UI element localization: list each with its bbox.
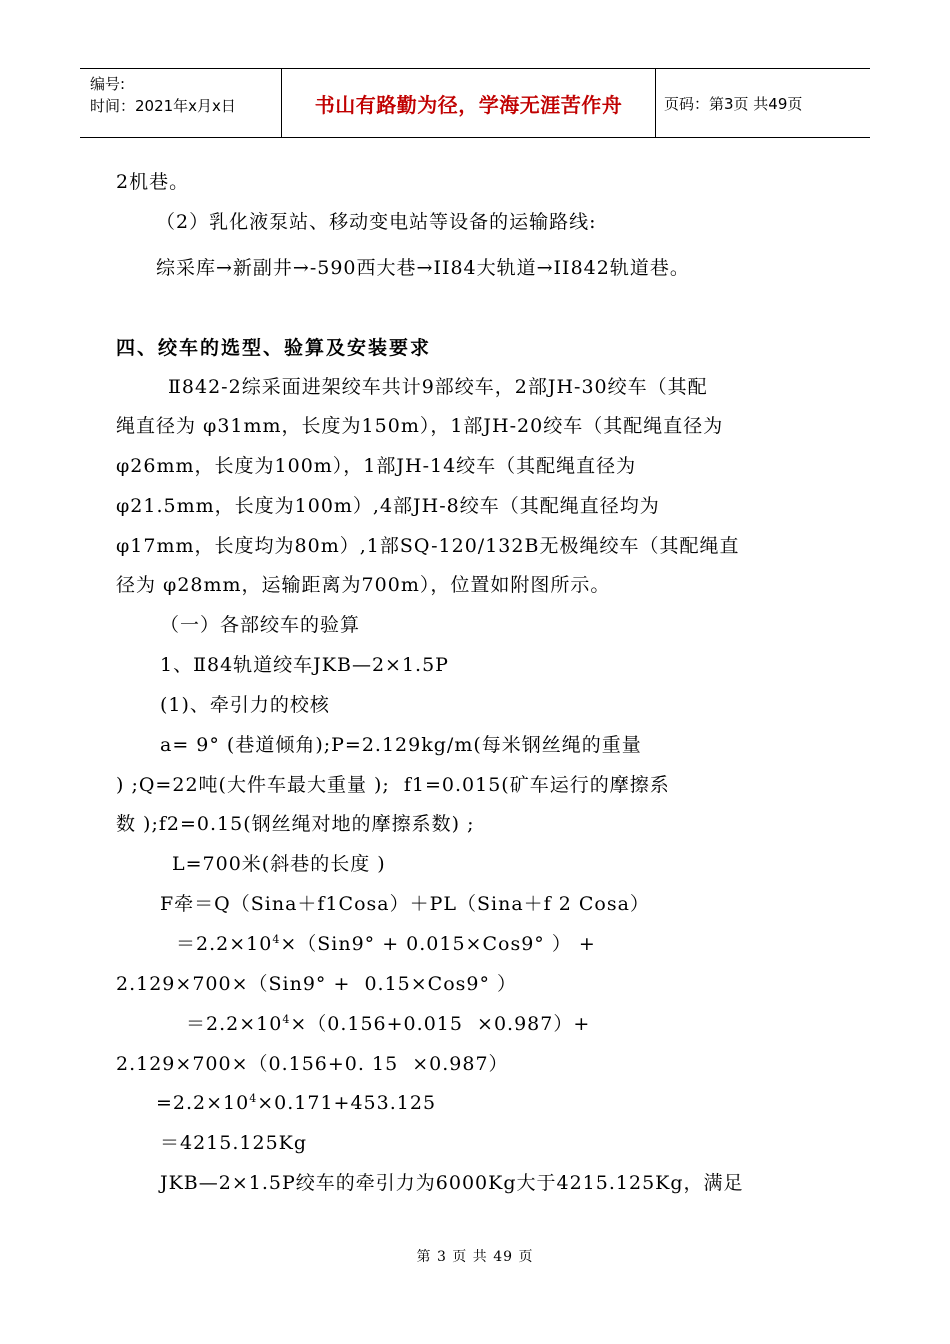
formula-line bbox=[156, 1091, 436, 1115]
formula-text: ×0.171+453.125 bbox=[257, 1092, 437, 1114]
text-line: 1、Ⅱ84轨道绞车JKB—2×1.5P bbox=[160, 654, 449, 676]
formula-text: ＝2.2×10 bbox=[186, 1013, 283, 1035]
text-line: （2）乳化液泵站、移动变电站等设备的运输路线: bbox=[156, 211, 597, 233]
formula-line bbox=[186, 1012, 590, 1036]
header-meta bbox=[80, 69, 282, 137]
document-date-label: 时间：2021年x月x日 bbox=[90, 97, 236, 115]
subsection-heading: （一）各部绞车的验算 bbox=[160, 614, 361, 636]
exponent: 4 bbox=[282, 1013, 291, 1026]
text-line: a= 9° (巷道倾角);P=2.129kg/m(每米钢丝绳的重量 bbox=[160, 734, 642, 756]
header-motto: 书山有路勤为径，学海无涯苦作舟 bbox=[282, 69, 656, 137]
formula-text: ×（Sin9° + 0.015×Cos9° ） + bbox=[280, 933, 596, 955]
text-line: (1)、牵引力的校核 bbox=[160, 694, 330, 716]
document-number-label: 编号: bbox=[90, 75, 126, 93]
text-line: Ⅱ842-2综采面进架绞车共计9部绞车，2部JH-30绞车（其配 bbox=[168, 376, 708, 398]
text-line: φ17mm，长度均为80m）,1部SQ-120/132B无极绳绞车（其配绳直 bbox=[116, 535, 740, 557]
header-page-number: 页码：第3页 共49页 bbox=[664, 94, 803, 113]
section-heading: 四、绞车的选型、验算及安装要求 bbox=[116, 337, 432, 359]
text-line: 2机巷。 bbox=[116, 171, 190, 193]
formula-text: ×（0.156+0.015 ×0.987）+ bbox=[290, 1013, 591, 1035]
formula-line: 2.129×700×（0.156+0. 15 ×0.987） bbox=[116, 1053, 509, 1075]
exponent: 4 bbox=[249, 1092, 258, 1105]
formula-result: ＝4215.125Kg bbox=[160, 1132, 308, 1154]
formula-line bbox=[176, 932, 596, 956]
text-line: 数 );f2=0.15(钢丝绳对地的摩擦系数) ; bbox=[116, 813, 475, 835]
formula-text: =2.2×10 bbox=[156, 1092, 250, 1114]
page-header bbox=[80, 68, 870, 138]
text-line: L=700米(斜巷的长度 ) bbox=[172, 853, 386, 875]
text-line: 径为 φ28mm，运输距离为700m），位置如附图所示。 bbox=[116, 574, 611, 596]
text-line: ) ;Q=22吨(大件车最大重量 ); f1=0.015(矿车运行的摩擦系 bbox=[116, 774, 670, 796]
text-line: φ21.5mm，长度为100m）,4部JH-8绞车（其配绳直径均为 bbox=[116, 495, 660, 517]
page-footer: 第 3 页 共 49 页 bbox=[416, 1249, 534, 1265]
exponent: 4 bbox=[272, 933, 281, 946]
text-line: 综采库→新副井→-590西大巷→II84大轨道→II842轨道巷。 bbox=[156, 257, 690, 279]
formula-line: F牵＝Q（Sina＋f1Cosa）＋PL（Sina＋f 2 Cosa） bbox=[160, 893, 650, 915]
text-line: φ26mm，长度为100m），1部JH-14绞车（其配绳直径为 bbox=[116, 455, 637, 477]
text-line: 绳直径为 φ31mm，长度为150m），1部JH-20绞车（其配绳直径为 bbox=[116, 415, 724, 437]
text-line: JKB—2×1.5P绞车的牵引力为6000Kg大于4215.125Kg，满足 bbox=[160, 1172, 744, 1194]
formula-line: 2.129×700×（Sin9° + 0.15×Cos9° ） bbox=[116, 973, 518, 995]
formula-text: ＝2.2×10 bbox=[176, 933, 273, 955]
